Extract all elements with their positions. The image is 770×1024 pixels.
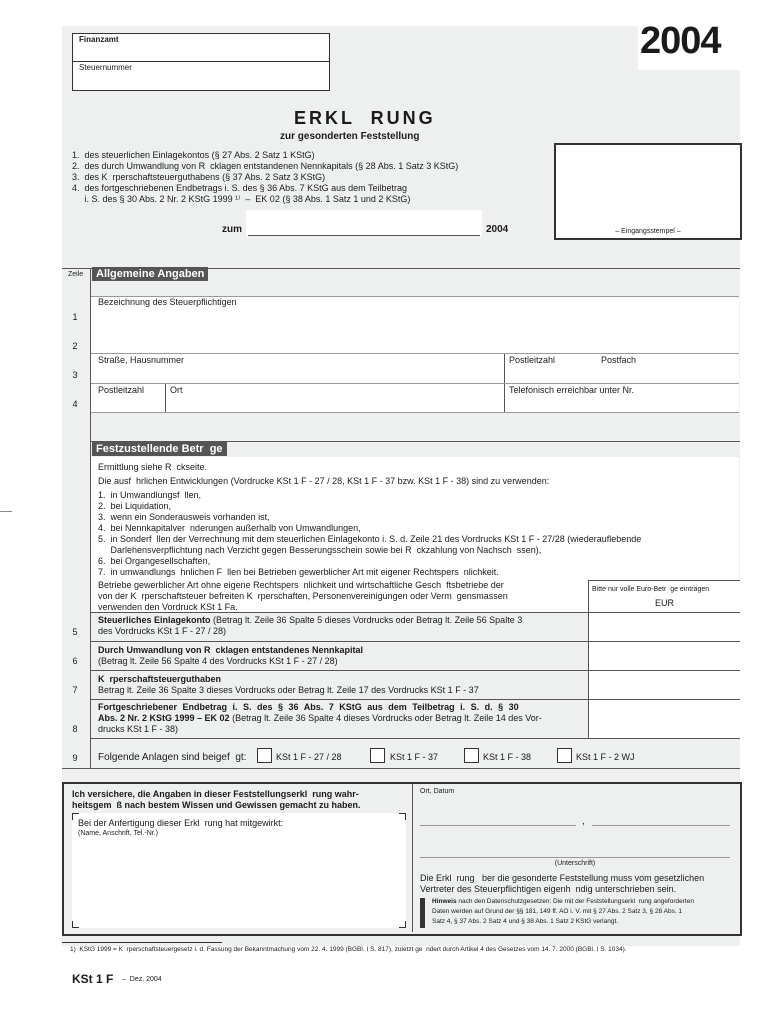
z8-line3: drucks KSt 1 F - 38) — [98, 724, 179, 734]
hinweis-rest: nach den Datenschutzgesetzen: Die mit der Feststellungserkl rung angeforderten — [456, 898, 694, 905]
zum-date-field[interactable] — [248, 235, 480, 236]
mitgewirkt-box[interactable] — [72, 813, 406, 928]
footnote-line — [62, 942, 222, 943]
zeile-number: 9 — [72, 753, 78, 763]
feststellung-item: 2. des durch Umwandlung von R cklagen entstandenen Nennkapitals (§ 28 Abs. 1 Satz 3 KStG) — [72, 161, 459, 171]
ort-datum-field[interactable] — [420, 825, 576, 826]
zum-label: zum — [222, 224, 242, 235]
anlage-2wj-label: KSt 1 F - 2 WJ — [576, 752, 635, 762]
corner-mark — [399, 921, 406, 928]
zeile-number: 5 — [72, 627, 78, 637]
strasse-label: Straße, Hausnummer — [98, 355, 185, 365]
fold-mark — [0, 511, 12, 512]
zeile-number: 2 — [72, 341, 78, 351]
z5-line2: des Vordrucks KSt 1 F - 27 / 28) — [98, 626, 227, 636]
ort-field[interactable] — [91, 384, 739, 413]
z7-line2: Betrag lt. Zeile 36 Spalte 3 dieses Vordrucks oder Betrag lt. Zeile 17 des Vordrucks KSt 1 F - 37 — [98, 685, 479, 695]
bezeichnung-label: Bezeichnung des Steuerpflichtigen — [98, 297, 237, 307]
guthaben-amount[interactable] — [588, 671, 740, 699]
zeile-number: 4 — [72, 399, 78, 409]
anlage-37-label: KSt 1 F - 37 — [390, 752, 439, 762]
mitgewirkt-label: Bei der Anfertigung dieser Erkl rung hat mitgewirkt: — [78, 818, 284, 828]
form-year: 2004 — [640, 20, 721, 62]
fest-intro-2: Die ausf hrlichen Entwicklungen (Vordrucke KSt 1 F - 27 / 28, KSt 1 F - 37 bzw. KSt 1 F - 38) sind zu verwenden: — [98, 476, 550, 486]
plz-divider — [504, 354, 505, 383]
feststellung-list — [72, 150, 458, 205]
zeile-number: 7 — [72, 685, 78, 695]
fest-list-item: 6. bei Organgesellschaften, — [98, 556, 211, 566]
hinweis-line3: Satz 4, § 37 Abs. 2 Satz 4 und § 38 Abs. 1 Satz 2 KStG verlangt. — [432, 918, 619, 925]
feststellung-item: 1. des steuerlichen Einlagekontos (§ 27 Abs. 2 Satz 1 KStG) — [72, 150, 315, 160]
eingangsstempel-box — [554, 143, 742, 240]
eingangsstempel-label: – Eingangsstempel – — [615, 228, 681, 235]
row-line — [62, 768, 740, 769]
einlagekonto-amount[interactable] — [588, 613, 740, 641]
anlagen-label: Folgende Anlagen sind beigef gt: — [98, 752, 247, 763]
hinweis-bar — [420, 898, 425, 928]
pflicht-text — [420, 873, 704, 895]
versicherung-line1: Ich versichere, die Angaben in dieser Feststellungserkl rung wahr- — [72, 789, 359, 799]
zeile-number: 6 — [72, 656, 78, 666]
finanzamt-field[interactable] — [72, 33, 330, 63]
fest-list-item: 3. wenn ein Sonderausweis vorhanden ist, — [98, 512, 270, 522]
z8-text-2 — [98, 713, 542, 724]
zum-white-box — [246, 210, 482, 236]
steuernummer-label: Steuernummer — [79, 63, 132, 72]
z6-line2: (Betrag lt. Zeile 56 Spalte 4 des Vordrucks KSt 1 F - 27 / 28) — [98, 656, 338, 666]
zeile-number: 3 — [72, 370, 78, 380]
name-hint: (Name, Anschrift, Tel.-Nr.) — [78, 830, 159, 837]
euro-note: Bitte nur volle Euro-Betr ge eintragen — [592, 586, 710, 593]
fest-list-item: 5. in Sonderf llen der Verrechnung mit dem steuerlichen Einlagekonto i. S. d. Zeile 21 des Vordrucks KSt 1 F - 27/28 (wiederauflebende — [98, 534, 642, 544]
nennkapital-amount[interactable] — [588, 642, 740, 670]
corner-mark — [399, 813, 406, 820]
z8-rest-2: (Betrag lt. Zeile 36 Spalte 4 dieses Vordrucks oder Betrag lt. Zeile 14 des Vor- — [229, 713, 542, 723]
versicherung-text — [72, 789, 361, 811]
steuernummer-field[interactable] — [72, 61, 330, 91]
fest-list-item: 4. bei Nennkapitalver nderungen außerhalb von Umwandlungen, — [98, 523, 361, 533]
eur-header — [588, 580, 740, 613]
z6-bold: Durch Umwandlung von R cklagen entstandenes Nennkapital — [98, 645, 364, 655]
z5-rest: (Betrag lt. Zeile 36 Spalte 5 dieses Vordrucks oder Betrag lt. Zeile 56 Spalte 3 — [210, 615, 523, 625]
zeile-label: Zeile — [68, 271, 84, 278]
plz1-label: Postleitzahl — [509, 355, 556, 365]
hinweis-line1 — [432, 897, 694, 907]
feststellung-item: 3. des K rperschaftsteuerguthabens (§ 37 Abs. 2 Satz 3 KStG) — [72, 172, 326, 182]
betriebe-text: verwenden den Vordruck KSt 1 Fa. — [98, 602, 238, 612]
ort-label: Ort — [170, 385, 183, 395]
fest-list-item: 2. bei Liquidation, — [98, 501, 172, 511]
anlage-2wj-checkbox[interactable] — [557, 748, 572, 763]
unterschrift-label: (Unterschrift) — [554, 860, 596, 867]
z8-bold-1: Fortgeschriebener Endbetrag i. S. des § 36 Abs. 7 KStG aus dem Teilbetrag i. S. d. § 30 — [98, 702, 519, 712]
form-subtitle: zur gesonderten Feststellung — [280, 131, 420, 142]
ort-divider — [165, 384, 166, 412]
sign-divider — [412, 784, 413, 932]
plz2-label: Postleitzahl — [98, 385, 145, 395]
comma: , — [582, 816, 585, 827]
pflicht-line1: Die Erkl rung ber die gesonderte Feststellung muss vom gesetzlichen — [420, 873, 705, 883]
betriebe-text: Betriebe gewerblicher Art ohne eigene Rechtspers nlichkeit und wirtschaftliche Gesch ftsbetriebe der — [98, 580, 504, 590]
z5-text — [98, 615, 522, 626]
z7-bold: K rperschaftsteuerguthaben — [98, 674, 222, 684]
feststellung-item: 4. des fortgeschriebenen Endbetrags i. S. des § 36 Abs. 7 KStG aus dem Teilbetrag — [72, 183, 408, 193]
fest-list-item: Darlehensverpflichtung nach Verzicht gegen Besserungsschein sowie bei R ckzahlung von Nachsch ssen), — [98, 545, 542, 555]
row-line — [91, 738, 740, 739]
allgemein-section-title: Allgemeine Angaben — [92, 267, 208, 281]
anlage-38-checkbox[interactable] — [464, 748, 479, 763]
fest-list-item: 7. in umwandlungs hnlichen F llen bei Betrieben gewerblicher Art mit eigener Rechtspers nlichkeit. — [98, 567, 499, 577]
hinweis-line2: Daten werden auf Grund der §§ 181, 149 ff. AO i. V. mit § 27 Abs. 2 Satz 3, § 28 Abs. 1 — [432, 908, 683, 915]
fest-intro-1: Ermittlung siehe R ckseite. — [98, 462, 208, 472]
postfach-label: Postfach — [601, 355, 637, 365]
bezeichnung-field-2[interactable] — [91, 327, 739, 354]
form-title: ERKL RUNG — [294, 108, 436, 128]
betriebe-text: von der K rperschaftsteuer befreiten K rperschaften, Personenvereinigungen oder Verm gensmassen — [98, 591, 508, 601]
zum-year: 2004 — [486, 224, 509, 235]
telefon-label: Telefonisch erreichbar unter Nr. — [509, 385, 635, 395]
versicherung-line2: heitsgem ß nach bestem Wissen und Gewissen gemacht zu haben. — [72, 800, 361, 810]
telefon-divider — [504, 384, 505, 412]
finanzamt-label: Finanzamt — [79, 35, 119, 44]
z8-bold-2: Abs. 2 Nr. 2 KStG 1999 – EK 02 — [98, 713, 230, 723]
anlage-38-label: KSt 1 F - 38 — [483, 752, 532, 762]
endbetrag-amount[interactable] — [588, 700, 740, 738]
eur-label: EUR — [654, 598, 674, 608]
anlage-37-checkbox[interactable] — [370, 748, 385, 763]
datum-field[interactable] — [592, 825, 730, 826]
zeile-number: 8 — [72, 724, 78, 734]
z5-bold: Steuerliches Einlagekonto — [98, 615, 211, 625]
ort-datum-label: Ort, Datum — [420, 788, 455, 795]
hinweis-text — [432, 897, 694, 927]
fest-list-item: 1. in Umwandlungsf llen, — [98, 490, 202, 500]
anlage-27-28-label: KSt 1 F - 27 / 28 — [276, 752, 342, 762]
feststellung-item: i. S. des § 30 Abs. 2 Nr. 2 KStG 1999 ¹⁾ – EK 02 (§ 38 Abs. 1 Satz 1 und 2 KStG) — [72, 194, 411, 204]
zeile-number: 1 — [72, 312, 78, 322]
strasse-field[interactable] — [91, 354, 739, 384]
form-date: – Dez. 2004 — [122, 976, 162, 983]
corner-mark — [72, 921, 79, 928]
anlage-27-28-checkbox[interactable] — [257, 748, 272, 763]
hinweis-bold: Hinweis — [432, 898, 457, 905]
form-id: KSt 1 F — [72, 972, 114, 986]
pflicht-line2: Vertreter des Steuerpflichtigen eigenh ndig unterschrieben sein. — [420, 884, 677, 894]
footnote: 1) KStG 1999 = K rperschaftsteuergesetz i. d. Fassung der Bekanntmachung vom 22. 4. 1999 (BGBl. I S. 817), zuletzt ge ndert durch Artikel 4 des Gesetzes vom 14. 7. 2000 (BGBl. I S. 1034). — [70, 946, 627, 953]
fest-section-title: Festzustellende Betr ge — [92, 442, 227, 456]
unterschrift-line[interactable] — [420, 857, 730, 858]
